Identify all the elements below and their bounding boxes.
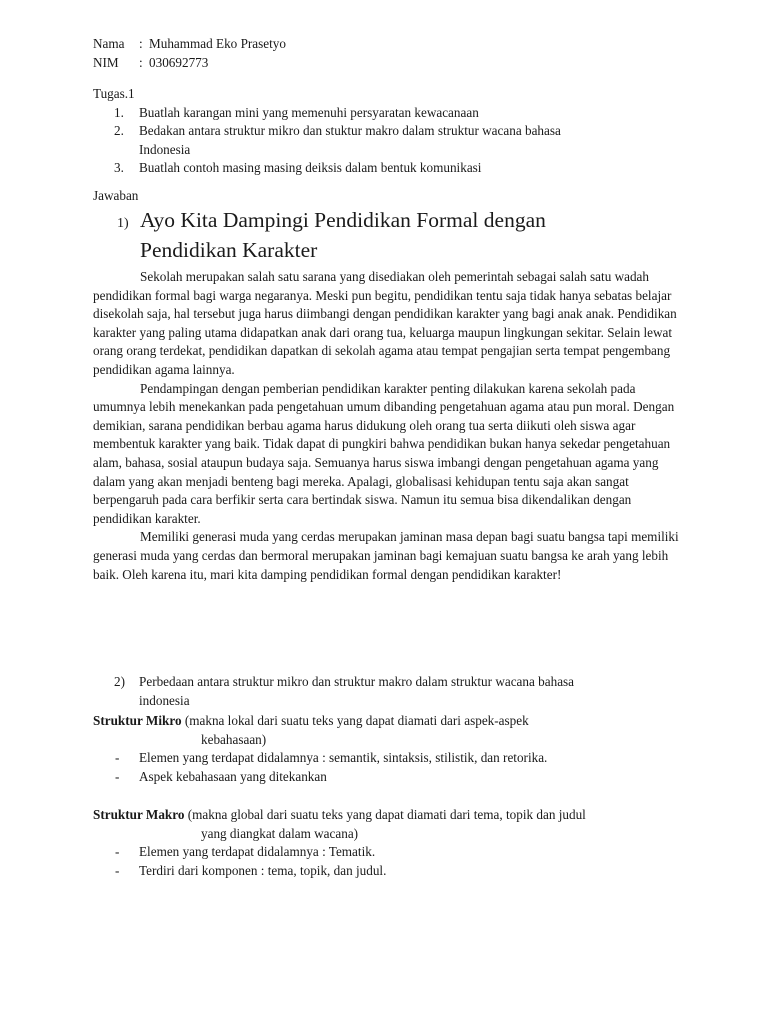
answer2-text: Perbedaan antara struktur mikro dan struktur makro dalam struktur wacana bahasa <box>139 674 575 689</box>
answer-label: Jawaban <box>93 188 139 203</box>
answer-number: 2) <box>114 674 125 689</box>
name-row <box>93 35 286 54</box>
task-text: Bedakan antara struktur mikro dan stuktur makro dalam struktur wacana bahasa <box>139 123 561 139</box>
essay-paragraph: Pendampingan dengan pemberian pendidikan karakter penting dilakukan karena sekolah pada umumnya lebih menekankan pada pengetahuan umum dibanding pengetahuan agama atau pun moral. Dengan demikian, sarana pendidikan berbau agama harus didukung oleh orang tua serta diikuti oleh siswa agar membentuk karakter yang baik. Tidak dapat di pungkiri bahwa pendidikan bukan hanya sekedar pengetahuan alam, bahasa, sosial ataupun budaya saja. Semuanya harus siswa imbangi dengan pengetahuan agama yang dalam yang akan menjadi benteng bagi mereka. Apalagi, globalisasi kehidupan tentu saja akan sangat berpengaruh pada cara berfikir serta cara bertindak siswa. Namun itu semua bisa dikendalikan dengan pendidikan karakter. <box>93 380 675 526</box>
essay-title-line: Pendidikan Karakter <box>140 238 318 262</box>
mikro-section <box>93 712 693 786</box>
nim-label: NIM <box>93 54 119 70</box>
student-info <box>93 35 286 72</box>
task-section <box>93 85 693 178</box>
makro-list-item <box>93 862 693 881</box>
name-label: Nama <box>93 36 125 51</box>
makro-item-text: Terdiri dari komponen : tema, topik, dan judul. <box>139 862 387 878</box>
answer2-heading <box>93 673 693 710</box>
answer-number: 1) <box>117 216 129 231</box>
bullet-dash: - <box>115 750 120 766</box>
task-item <box>93 159 693 178</box>
answer2-item <box>93 673 693 710</box>
task-text: Buatlah karangan mini yang memenuhi persyaratan kewacanaan <box>139 104 479 120</box>
essay-heading <box>93 205 653 265</box>
makro-item-text: Elemen yang terdapat didalamnya : Tematik. <box>139 844 376 860</box>
task-number: 3. <box>114 160 124 176</box>
essay-paragraph: Sekolah merupakan salah satu sarana yang disediakan oleh pemerintah sebagai salah satu wadah pendidikan formal bagi warga negaranya. Meski pun begitu, pendidikan tentu saja tidak hanya sebatas belajar disekolah saja, hal tersebut juga harus diimbangi dengan pendidikan karakter yang bagi anak anak. Pendidikan karakter yang paling utama didapatkan anak dari orang tua, keluarga maupun lingkungan sekitar. Selain lewat orang orang terdekat, pendidikan dapatkan di sekolah agama atau tempat pengajian serta tempat pengembang pendidikan agama lainnya. <box>93 269 677 377</box>
makro-definition <box>93 806 693 825</box>
makro-section <box>93 806 693 880</box>
task-number: 1. <box>114 104 124 120</box>
mikro-item-text: Elemen yang terdapat didalamnya : semantik, sintaksis, stilistik, dan retorika. <box>139 750 548 766</box>
mikro-item-text: Aspek kebahasaan yang ditekankan <box>139 768 327 784</box>
task-text-cont: Indonesia <box>139 141 191 157</box>
makro-term: Struktur Makro <box>93 807 185 822</box>
task-list <box>93 104 693 178</box>
makro-def-cont: yang diangkat dalam wacana) <box>201 825 359 841</box>
bullet-dash: - <box>115 862 120 878</box>
task-number: 2. <box>114 123 124 139</box>
makro-def: (makna global dari suatu teks yang dapat diamati dari tema, topik dan judul <box>187 807 586 822</box>
mikro-def-cont: kebahasaan) <box>201 731 267 747</box>
mikro-def: (makna lokal dari suatu teks yang dapat diamati dari aspek-aspek <box>184 713 529 728</box>
mikro-list-item <box>93 749 693 768</box>
nim-row <box>93 54 286 73</box>
mikro-term: Struktur Mikro <box>93 713 182 728</box>
answer2-text-cont: indonesia <box>139 692 190 708</box>
nim-colon: : <box>139 54 143 70</box>
nim-value: 030692773 <box>149 54 209 70</box>
makro-list-item <box>93 843 693 862</box>
mikro-list-item <box>93 768 693 787</box>
name-value: Muhammad Eko Prasetyo <box>149 36 286 51</box>
essay-title-line: Ayo Kita Dampingi Pendidikan Formal dengan <box>140 208 546 232</box>
bullet-dash: - <box>115 844 120 860</box>
task-title: Tugas.1 <box>93 86 135 101</box>
task-item <box>93 122 693 159</box>
name-colon: : <box>139 36 143 51</box>
essay-body <box>93 268 681 584</box>
mikro-definition <box>93 712 693 731</box>
task-text: Buatlah contoh masing masing deiksis dalam bentuk komunikasi <box>139 160 482 176</box>
bullet-dash: - <box>115 768 120 784</box>
task-item <box>93 104 693 123</box>
essay-paragraph: Memiliki generasi muda yang cerdas merupakan jaminan masa depan bagi suatu bangsa tapi memiliki generasi muda yang cerdas dan bermoral merupakan jaminan bagi kemajuan suatu bangsa ke arah yang lebih baik. Oleh karena itu, mari kita damping pendidikan formal dengan pendidikan karakter! <box>93 529 679 582</box>
